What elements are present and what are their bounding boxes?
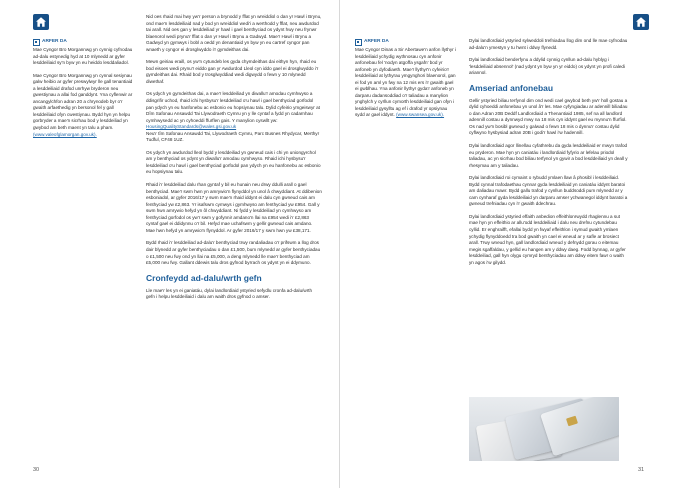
left-col-1 — [33, 39, 136, 144]
paragraph: Dylai landlordiaid ystyried effaith anbedion effeithlonrwydd rhaglennu a sut mae hyn yn effeithio ar allu'odd lesddeiliaid i dalu neu drefnu cytundebau cyllid. Er enghraifft, efallai bydd yn fwyaf effeithlon i symud gwaith ymlaen ychydig flynyddoedd tra bod gwaith yn cael ei wneud ar y safle ar brosiect arall. Trwy wneud hyn, gall landlordiaid wneud y defnydd gorau o eitemau megis sgaffaldau, y gellid eu hangen am y ddwy daeg. Fodd bynnag, ar gyfer lesddeiliad, gall hyn olygu cymryd benthyciadau am ddwy eitem fawr o waith yn agos i'w gilydd. — [469, 213, 626, 265]
page-number-left: 30 — [33, 467, 40, 473]
paragraph: Gellir ystyried biliau terfynol dim ond wedi cael gwybod beth yw'r holl gostau a dylid cyhoeddi anfonebau yn unol â'r les. Mae cyfyngiadau ar adennill biliadau o dan Adran 20B Deddf Landlordiaid a Thenantiaid 1985, sef na all landlord adennill costau a dynnwyd mwy na 18 mis cyn iddynt gael eu mynnu'n ffurfiol. Os nad yw'n bosibl gwneud y galwad o fewn 18 mis o dynnu'r costau dylid cyflwyno hysbysiad adran 20B i godi'r hawl i'w hadennill. — [469, 97, 628, 136]
paragraph: Dylai landlordiaid roi cymaint o rybudd ymlaen llaw â phosibl i lesddeiliaid. Bydd cynnal trafodaethau cynnar gyda lesddeiliaid yn caniatáu iddynt baratoi am daliadau mawr. Bydd gallu trafod y cynllun buddsoddi pum mlynedd ar y cam cynharaf gyda lesddeiliaid yn darparu amser ychwanegol iddynt baratoi a gwneud trefniadau cyn i'r gwaith ddechrau. — [469, 175, 628, 207]
left-col-2 — [146, 14, 322, 307]
checkbox-icon — [33, 39, 40, 46]
address: Neu'r tîm Safonau Ansawdd Tai, Llywodraeth Cymru, Parc Busnes Rhydycar, Merthyr Tudful, CF48 1UZ. — [146, 130, 320, 143]
checkbox-icon — [355, 39, 362, 46]
house-icon — [33, 14, 49, 30]
good-practice-text-2: Mae Cyngor Bro Morgannwg yn cynnal sesiynau galw heibio ar gyfer preswylwyr lle gall tenantiaid a lesddeiliaid drafod unrhyw bryderon neu gwestiynau a allai fod ganddynt. Yna cyflenwir ar ancangylchfon adran 20 a chrynodeb byr o'r gwaith arfaethedig yn bersonol fel y gall lesddeiliaid ofyn cwestiynau. Bydd hyn yn helpu gorbryder a mae'n sicrhau bod y lesddeiliad yn gwybod am beth maent yn talu a pham. (www.valeofglamorgan.gov.uk). — [33, 72, 133, 137]
section-heading: Amseriad anfonebau — [469, 82, 554, 93]
page-number-right: 31 — [638, 467, 645, 473]
good-practice-label: ARFER DA — [355, 39, 457, 46]
good-practice-label: ARFER DA — [33, 39, 136, 46]
paragraph: Os ydych yn gymdeithas dai, a mae'r lesddeiliad yn diwallu'r amodau cymhwyso a ddisgrifir uchod, rhaid ichi hysbysu'r lesddeiliad o'u hawl i gael benthyciad gorfodol pan ydych yn eu hanfonebu ac esbonio eu hopsiynau talu. Dylid cyfeirio ymgeiswyr at Dîm Safonau Ansawdd Tai Llywodraeth Cymru yn y lle cyntaf a fydd yn cadarnhau cymhwysedd ac yn cyhoeddi ffurflen gais. Y manylion cyswllt yw: — [146, 91, 320, 123]
paragraph: Bydd rhaid i'r lesddeiliad ad-dalu'r benthyciad trwy randaliadau o'r prifswm a llog dros dair blynedd ar gyfer benthyciadau o dan £1,500, bum mlynedd ar gyfer benthyciadau o £1,500 neu fwy ond yn llai na £5,000, a deng mlynedd lle mae'r benthyciad am £5,000 neu fwy. Gallant ddewis talu dros gyfnod byrrach os ydynt yn ei ddymuno. — [146, 240, 321, 266]
paragraph: Dylai landlordiaid agor llinellau cyfathrebu da gyda lesddeiliaid er mwyn trafod eu pryderon. Mae hyn yn caniatáu i landlordiaid fyfyrio ar lefelau priodol taliadau, ac yn sicrhau bod biliau terfynol yn gywir a bod lesddeiliaid yn deall y rhesymau am y taliadau. — [469, 143, 628, 168]
right-col-1 — [355, 39, 457, 125]
swansea-link[interactable]: (www.swansea.gov.uk). — [396, 112, 445, 118]
good-practice-text: Mae Cyngor Dinas a Sir Abertawe'n anfon llythyr i lesddeiliaid ychydig wythnosau cyn anfonir anfonebau fel 'nodyn atgoffa ysgafn' bod yr anfoneb yn dyfodiaeth. Mae'r llythyr'n cyfeirio'r lesddeiliaid at lythyrau ymgynghori blaenorol, gan ei fod yn aml yn fwy na 12 mis ers i'r gwaith gael ei gwblhau. Yna anfonir llythyr gyda'r anfoneb yn darparu dadansoddiad o'r taliadau a manylion ynghylch y cyrllun cymorth lesddeiliaid gan ofyn i lesddeiliaid gysylltu ag ef i drafod yr opsiynau sydd ar gael iddynt. (www.swansea.gov.uk). — [355, 47, 456, 118]
gutter — [339, 0, 340, 488]
good-practice-text: Mae Cyngor Bro Morgannwg yn cynnig cyfnodau ad-dalu estynedig hyd at 10 mlynedd ar gyfer lesddeiliaid sy'n byw yn eu heiddo lesddaliadol. — [33, 47, 133, 66]
vale-link[interactable]: (www.valeofglamorgan.gov.uk). — [33, 131, 97, 137]
house-icon — [633, 14, 649, 30]
section-heading: Cronfeydd ad-dalu/wrth gefn — [146, 272, 262, 283]
right-col-2 — [469, 38, 629, 272]
email-link[interactable]: HousingQualityStandards@wales.gsi.gov.uk — [146, 124, 237, 130]
paragraph: Rhaid i'r lesddeiliad dalu rhan gyntaf y bil eu hunain neu drwy ddulli arall o gael benthyciad. Mae'r swm hwn yn amrywio'n flynyddol yn unol â chwyddiant. At ddibenion esboniadol, ar gyfer 2016/17 y swm mae'n rhaid iddynt ei dalu cyn gwneud cais am fenthyciad yw £2,863. Yr isafswm cymwys i gymhwyso am fenthyciad yw £954. Gall y swm hwn amrywio hefyd yn ôl chwyddiant. Ni fydd y lesddeiliad yn cymhwyso am fenthyciad gorfodol os yw'r swm y gofynnir amdano'n llai na £954 wedi i'r £2,863 cyntaf gael ei ddidynnu o'r bil. Hefyd mae uchafswm y gellir gwneud cais amdano. Mae hwn hefyd yn amrywio'n flynyddol. Ar gyfer 2016/17 y swm hwn yw £38,171. — [146, 182, 322, 233]
paragraph: Dylai landlordiaid benderfynu a ddylid cynnig cynllun ad-dalu hyblyg i 'lesddeiliaid absennol' (nad ydynt yn byw yn yr eiddo) os ydynt yn profi caledi ariannol. — [469, 57, 625, 76]
paragraph: Mewn geiriau eraill, os yw'n cytundeb les gyda chymdeithas dai eithyn hyn, rhaid eu bod eisoes wedi prynu'r eiddo gan yr Awdurdod Lleol cyn iddo gael ei drosglwyddo i'r gymdeithas dai. Rhaid bod y trosglwyddiad wedi digwydd o fewn y 10 mlynedd diwethaf. — [146, 59, 319, 84]
paragraph: Dylai landlordiaid ystyried sylweddoli trefniadau llog dim ond lle mae cyfnodau ad-dalu'n ymestyn y tu hwnt i ddwy flynedd. — [469, 38, 628, 50]
paragraph: Os ydych yn awdurdod lleol bydd y lesddeiliad yn gwneud cais i chi yn uniongyrchol am y benthyciad os ydynt yn diwallu'r amodau cymhwyso. Rhaid ichi hysbysu'r lesddeiliad o'u hawl i gael benthyciad gorfodol pan ydych yn eu hanfonebu ac esbonio eu hopsiynau talu. — [146, 149, 321, 175]
credit-cards-photo — [469, 397, 619, 461]
paragraph: Lle mae'r les yn ei ganiatáu, dylai landlordiaid ystyried sefydlu cronfa ad-dalu/wrth gefn i helpu lesddeiliaid i dalu am waith dros gyfnod o amser. — [146, 287, 313, 300]
paragraph: Nid oes rhaid mai hwy yw'r person a brynodd y fflat yn wreiddiol o dan yr Hawl i Brynu, ond mae'n lesddeiliaid nad y bod yn wreiddiol wedi'i a werthodd y fflat, neu awdurdod tai arall. Nid oes gan y lesddeiliad yr hawl i gael benthyciad os ydynt hwy neu frynwr blaenorol wedi prynu'r fflat o dan yr Hawl i Brynu a Gadwyd. Mae'r Hawl i Brynu a Gadwyd yn gymwys i bobl a oedd yn denantiaid yn byw yn eu cartref cyngor pan wnaeth y cyngor ei drosglwyddo i'r gymdeithas dai. — [146, 14, 322, 52]
